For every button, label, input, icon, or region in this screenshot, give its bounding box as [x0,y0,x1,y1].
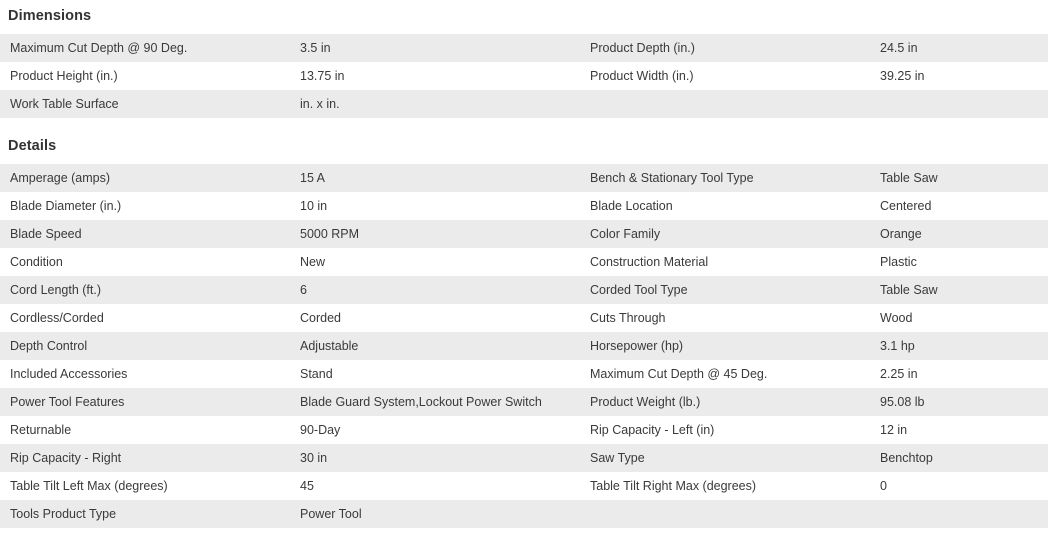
table-row [0,304,1048,332]
spec-value: 45 [290,472,580,500]
spec-value: Blade Guard System,Lockout Power Switch [290,388,580,416]
spec-label: Work Table Surface [0,90,290,118]
spec-value: 3.1 hp [870,332,1048,360]
spec-value: 0 [870,472,1048,500]
spec-label: Construction Material [580,248,870,276]
spec-value: Adjustable [290,332,580,360]
spec-label: Saw Type [580,444,870,472]
spec-label: Blade Diameter (in.) [0,192,290,220]
spec-value: Plastic [870,248,1048,276]
spec-value [870,90,1048,118]
spec-label: Product Width (in.) [580,62,870,90]
spec-value: Wood [870,304,1048,332]
table-row [0,332,1048,360]
spec-value: Stand [290,360,580,388]
spec-label: Product Height (in.) [0,62,290,90]
spec-label: Product Depth (in.) [580,34,870,62]
dimensions-section [0,0,1048,118]
table-row [0,220,1048,248]
spec-value: Benchtop [870,444,1048,472]
spec-value: Table Saw [870,164,1048,192]
spec-label: Tools Product Type [0,500,290,528]
table-row [0,444,1048,472]
spec-label: Rip Capacity - Right [0,444,290,472]
spec-value: 95.08 lb [870,388,1048,416]
table-row [0,90,1048,118]
spec-value: Centered [870,192,1048,220]
spec-value: 90-Day [290,416,580,444]
spec-value: 5000 RPM [290,220,580,248]
spec-label: Included Accessories [0,360,290,388]
spec-label: Cuts Through [580,304,870,332]
spec-label: Maximum Cut Depth @ 90 Deg. [0,34,290,62]
spec-value: Power Tool [290,500,580,528]
bottom-spacer [0,528,1048,538]
table-row [0,472,1048,500]
table-row [0,34,1048,62]
spec-value: Table Saw [870,276,1048,304]
spec-value: 6 [290,276,580,304]
spec-label: Product Weight (lb.) [580,388,870,416]
table-row [0,416,1048,444]
table-row [0,360,1048,388]
table-row [0,500,1048,528]
spec-label: Corded Tool Type [580,276,870,304]
spec-label: Table Tilt Left Max (degrees) [0,472,290,500]
spec-label: Table Tilt Right Max (degrees) [580,472,870,500]
spec-value: Corded [290,304,580,332]
spec-label: Cordless/Corded [0,304,290,332]
spec-label: Maximum Cut Depth @ 45 Deg. [580,360,870,388]
table-row [0,192,1048,220]
table-row [0,62,1048,90]
spec-label: Rip Capacity - Left (in) [580,416,870,444]
spec-value: 2.25 in [870,360,1048,388]
spec-label: Returnable [0,416,290,444]
spec-value: New [290,248,580,276]
section-title-dimensions: Dimensions [8,8,92,24]
details-table [0,164,1048,528]
section-divider [0,118,1048,130]
spec-value: 15 A [290,164,580,192]
details-section [0,130,1048,528]
spec-label: Bench & Stationary Tool Type [580,164,870,192]
spec-value: 24.5 in [870,34,1048,62]
table-row [0,276,1048,304]
spec-label: Cord Length (ft.) [0,276,290,304]
spec-value: in. x in. [290,90,580,118]
spec-value: 39.25 in [870,62,1048,90]
spec-value: 13.75 in [290,62,580,90]
spec-label [580,90,870,118]
spec-label: Horsepower (hp) [580,332,870,360]
table-row [0,388,1048,416]
dimensions-table [0,34,1048,118]
spec-label: Condition [0,248,290,276]
spec-label: Amperage (amps) [0,164,290,192]
spec-label [580,500,870,528]
spec-label: Color Family [580,220,870,248]
table-row [0,248,1048,276]
spec-value: Orange [870,220,1048,248]
table-row [0,164,1048,192]
spec-label: Blade Location [580,192,870,220]
spec-value [870,500,1048,528]
spec-label: Power Tool Features [0,388,290,416]
spec-value: 3.5 in [290,34,580,62]
section-title-details: Details [8,138,57,154]
spec-value: 10 in [290,192,580,220]
spec-label: Blade Speed [0,220,290,248]
spec-value: 30 in [290,444,580,472]
spec-value: 12 in [870,416,1048,444]
spec-label: Depth Control [0,332,290,360]
